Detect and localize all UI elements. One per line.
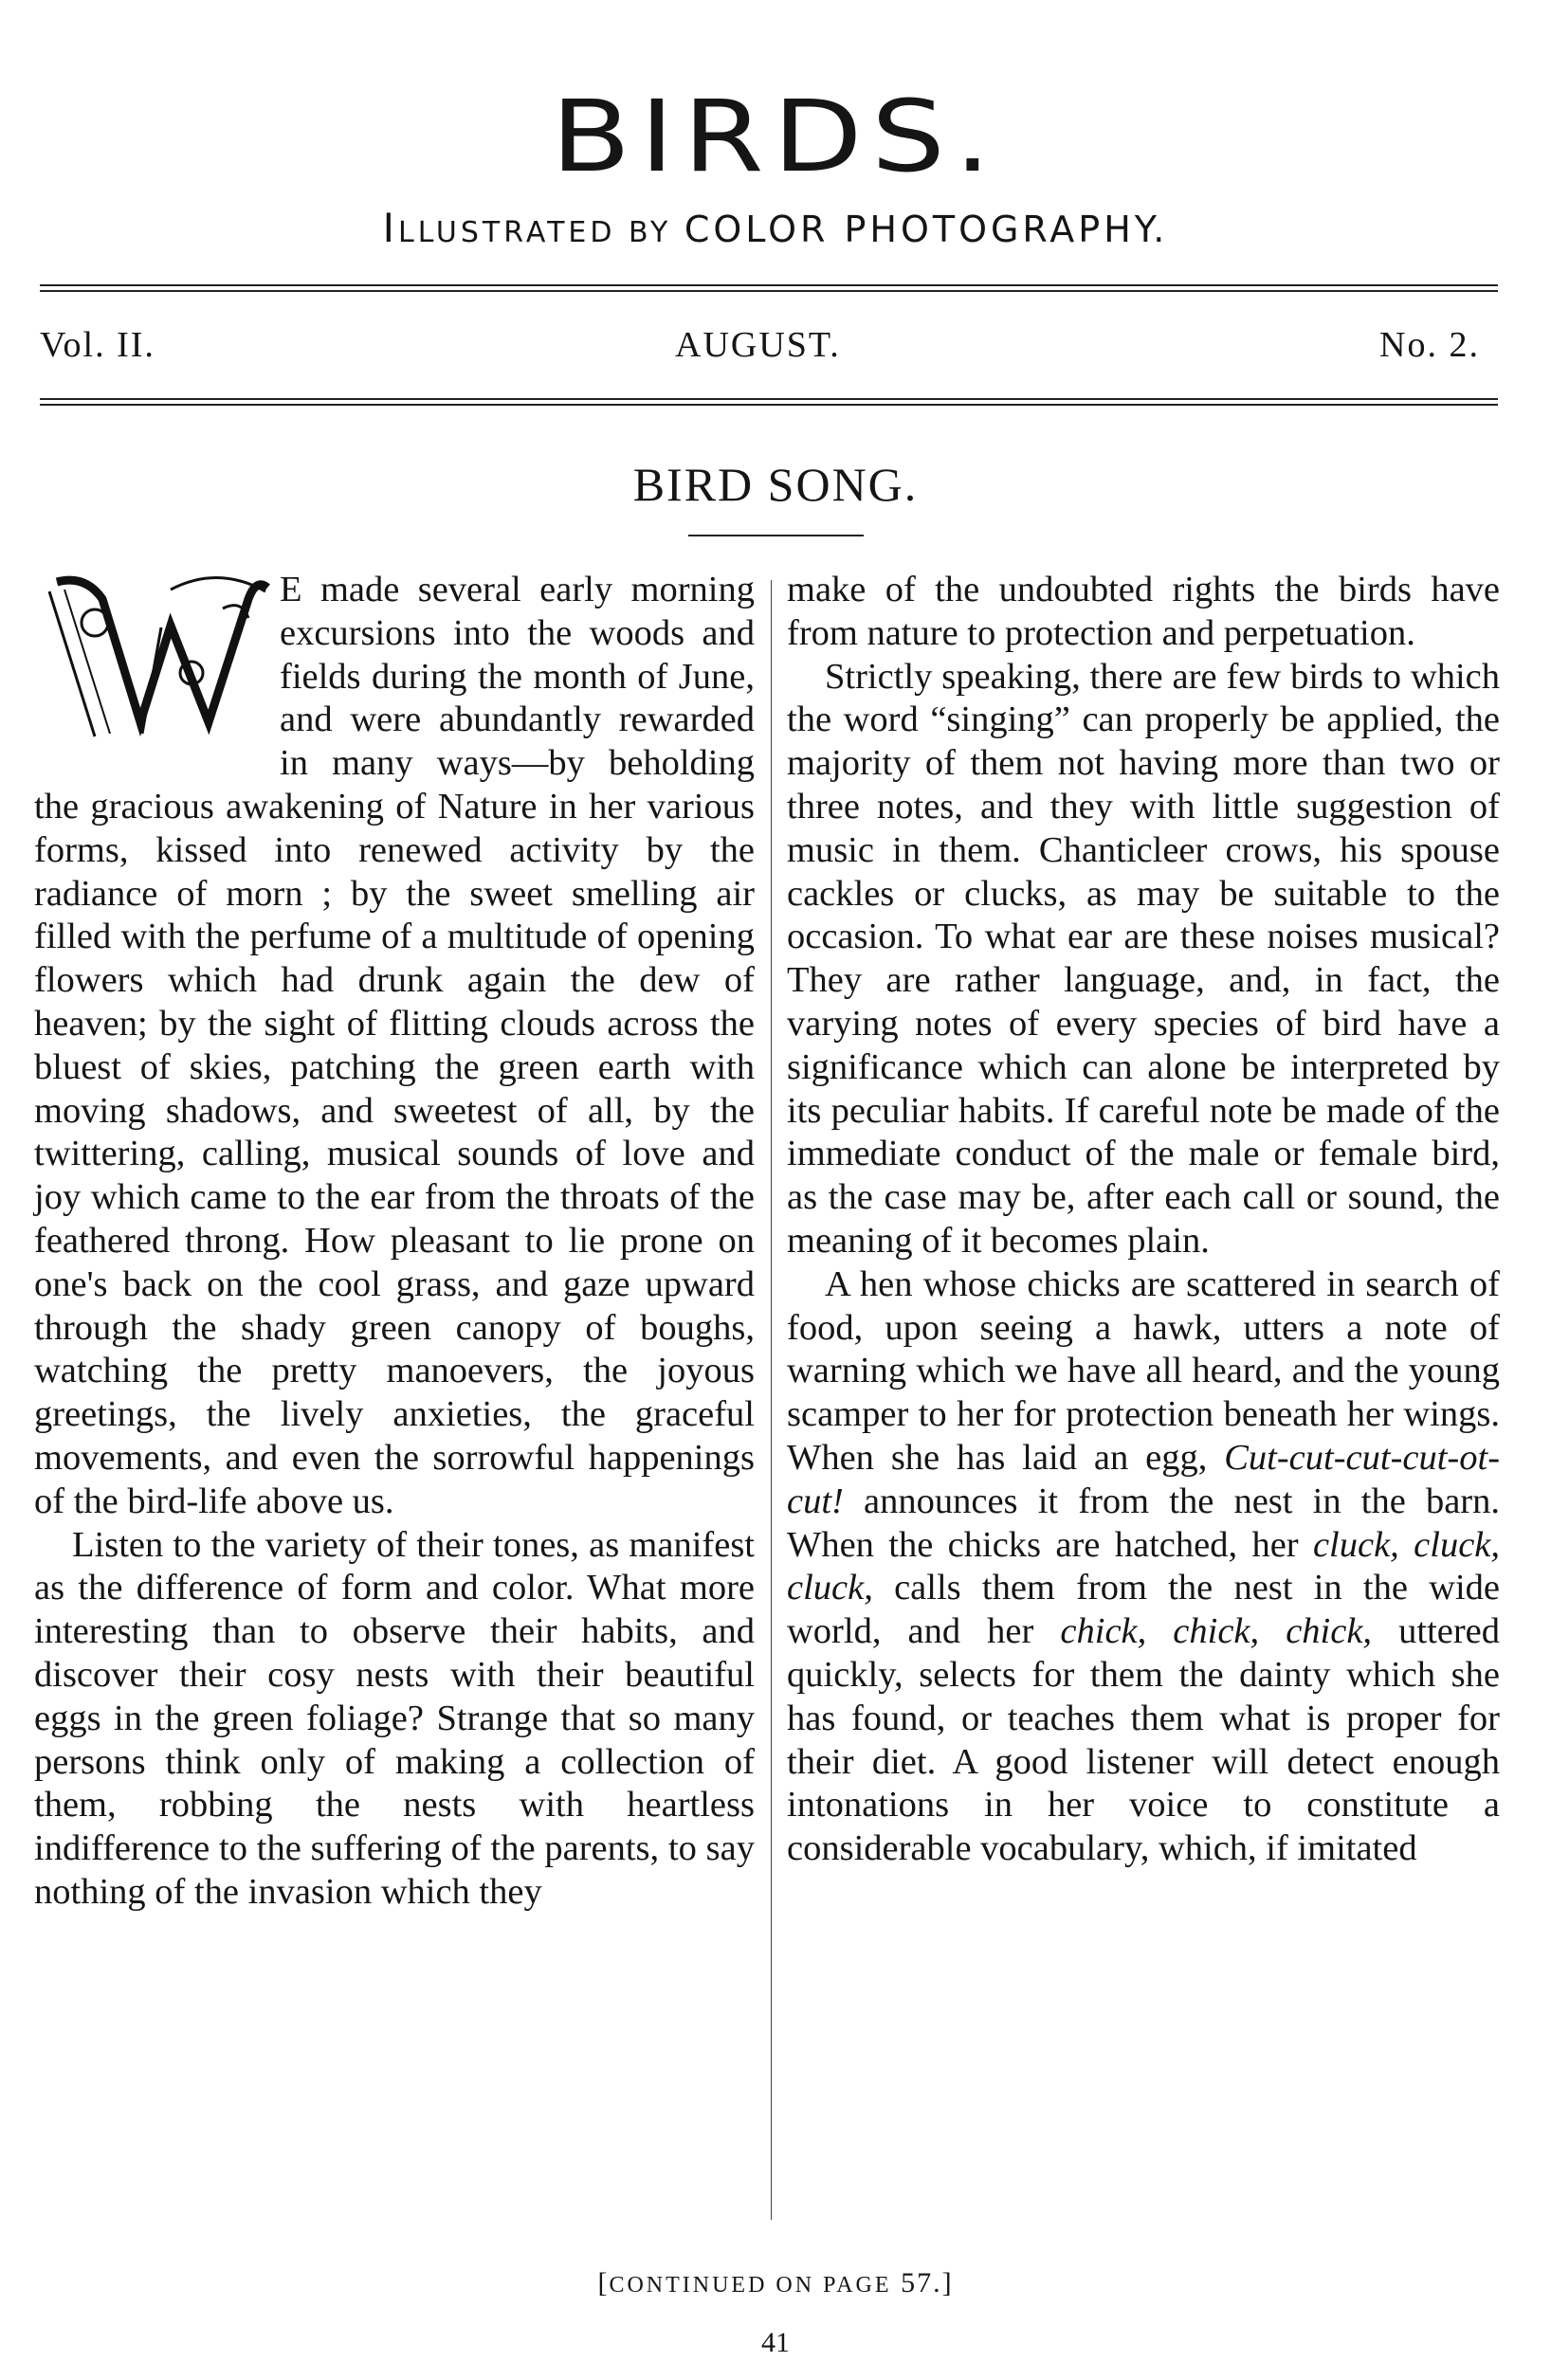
continued-page: 57.] [901,2267,954,2298]
issue-month: AUGUST. [675,325,841,365]
left-column [34,569,755,1915]
cluck-text: cluck, cluck, cluck, [787,1524,1500,1608]
volume-label: Vol. II. [40,325,155,365]
p3-text-a: A hen whose chicks are scattered in search of food, upon seeing a hawk, utters a note of warning which we have all heard, and the young scamper to her for protection beneath her wings. When she has laid an egg, [787,1263,1500,1478]
left-p1-text: E made several early morning excursions into the woods and fields during the month of June, and were abundantly rewarded in many ways—by beholding the gracious awakening of Nature in her various forms, kissed into renewed activity by the radiance of morn ; by the sweet smelling air filled with the perfume of a multitude of opening flowers which had drunk again the dew of heaven; by the sight of flitting clouds across the bluest of skies, patching the green earth with moving shadows, and sweetest of all, by the twittering, calling, musical sounds of love and joy which came to the ear from the throats of the feathered throng. How pleasant to lie prone on one's back on the cool grass, and gaze upward through the shady green canopy of boughs, watching the pretty manoevers, the joyous greetings, the lively anxieties, the graceful movements, and even the sorrowful happenings of the bird-life above us. [34,570,755,1521]
continued-note [0,2267,1551,2299]
continued-text: CONTINUED ON PAGE [609,2273,892,2298]
article-title-rule [688,535,864,536]
column-divider [771,580,772,2220]
left-paragraph-1 [34,569,755,1524]
subtitle-color-photography: COLOR PHOTOGRAPHY. [684,209,1169,250]
ornamental-w-icon [28,571,270,739]
top-double-rule-a [40,284,1498,286]
p3-text-c: calls them from the nest in the wide world, and her [787,1568,1501,1652]
right-paragraph-2: Strictly speaking, there are few birds to which the word “singing” can properly be applied, the majority of them not having more than two or three notes, and they with little suggestion of music in them. Chanticleer crows, his spouse cackles or clucks, as may be suitable to the occasion. To what ear are these noises musical? They are rather language, and, in fact, the varying notes of every species of bird have a significance which can alone be interpreted by its peculiar habits. If careful note be made of the immediate conduct of the male or female bird, as the case may be, after each call or sound, the meaning of it becomes plain. [787,656,1500,1261]
issue-number: No. 2. [1379,325,1480,365]
hen-call-text: Cut-cut-cut-cut-ot-cut! [787,1437,1501,1521]
p3-text-d: uttered quickly, selects for them the dainty which she has found, or teaches them what is proper for their diet. A good listener will detect enough intonations in her voice to constitute a considerable vocabulary, which, if imitated [787,1611,1501,1869]
magazine-title: BIRDS. [551,79,1000,194]
mid-double-rule-a [40,398,1498,400]
magazine-subtitle [0,205,1551,251]
right-column [787,569,1500,1871]
subtitle-illustrated-by: LLUSTRATED BY [398,216,684,249]
right-paragraph-3 [787,1263,1500,1871]
right-paragraph-1: make of the undoubted rights the birds have from nature to protection and perpetuation. [787,570,1500,653]
continued-bracket: [ [597,2267,610,2298]
subtitle-initial: I [382,205,398,251]
dropcap-ornament [28,571,270,739]
chick-text: chick, chick, chick, [1060,1611,1373,1652]
left-paragraph-2: Listen to the variety of their tones, as manifest as the difference of form and color. What more interesting than to observe their habits, and discover their cosy nests with their beautiful eggs in the green foliage? Strange that so many persons think only of making a collection of them, robbing the nests with heartless indifference to the suffering of the parents, to say nothing of the invasion which they [34,1524,755,1912]
mid-double-rule-b [40,404,1498,406]
p3-text-b: announces it from the nest in the barn. When the chicks are hatched, her [787,1481,1501,1565]
article-title: BIRD SONG. [632,458,919,511]
top-double-rule-b [40,290,1498,292]
page-number: 41 [761,2327,790,2358]
